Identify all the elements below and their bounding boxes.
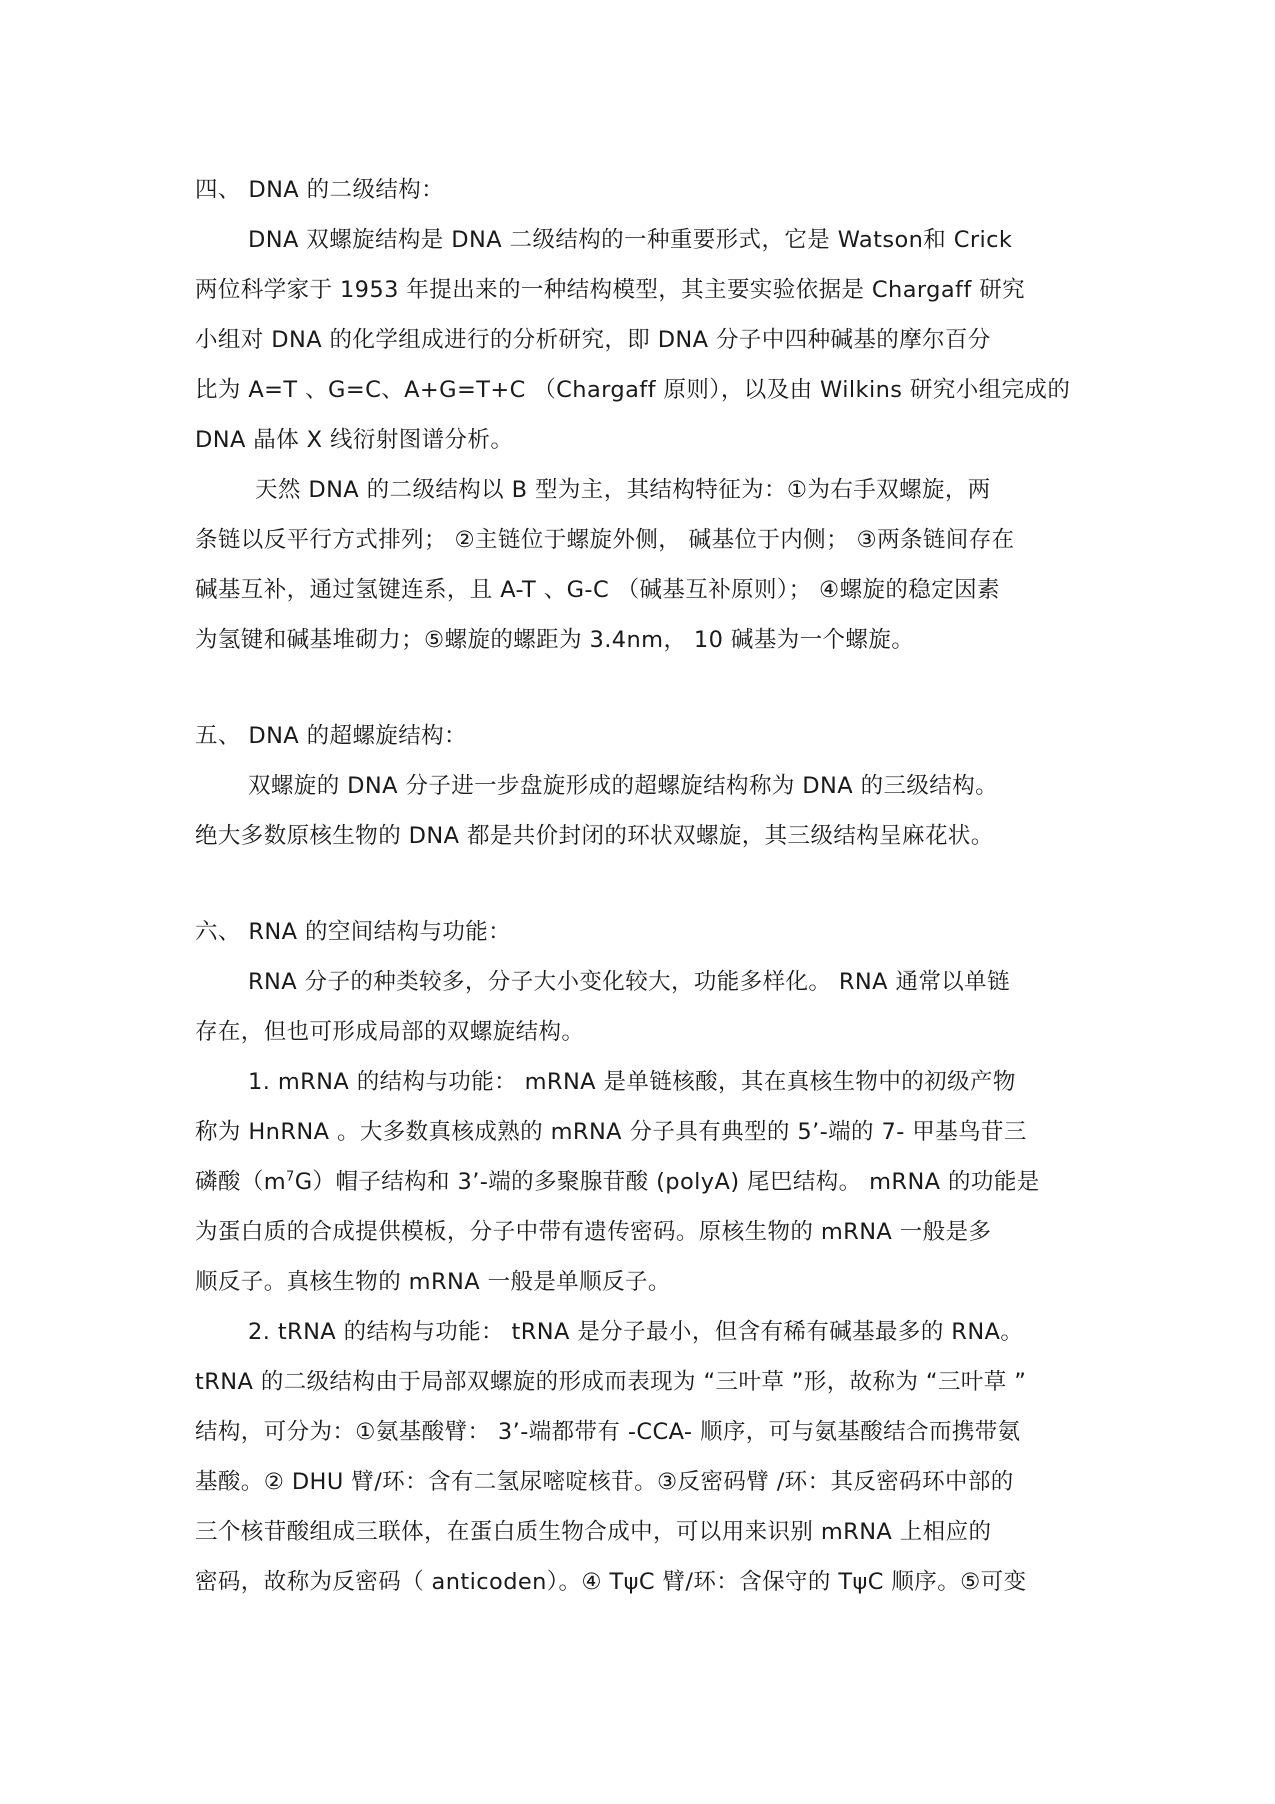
paragraph-line: 称为 HnRNA 。大多数真核成熟的 mRNA 分子具有典型的 5’-端的 7- 甲基鸟苷三 [195,1119,1027,1145]
paragraph-line: 两位科学家于 1953 年提出来的一种结构模型，其主要实验依据是 Chargaff 研究 [195,277,1025,303]
section-heading-rna-structure: 六、 RNA 的空间结构与功能： [195,919,512,945]
paragraph-line: DNA 晶体 X 线衍射图谱分析。 [195,427,514,453]
paragraph-line: 三个核苷酸组成三联体，在蛋白质生物合成中，可以用来识别 mRNA 上相应的 [195,1519,992,1545]
section-heading-dna-supercoil: 五、 DNA 的超螺旋结构： [195,723,467,749]
paragraph-line: 2. tRNA 的结构与功能： tRNA 是分子最小，但含有稀有碱基最多的 RNA。 [248,1319,1024,1345]
text-run: G）帽子结构和 3’-端的多聚腺苷酸 (polyA) 尾巴结构。 mRNA 的功能是 [294,1169,1040,1195]
paragraph-line: 天然 DNA 的二级结构以 B 型为主，其结构特征为：①为右手双螺旋，两 [255,477,991,503]
paragraph-line: 为氢键和碱基堆砌力；⑤螺旋的螺距为 3.4nm， 10 碱基为一个螺旋。 [195,627,915,653]
paragraph-line: 基酸。② DHU 臂/环：含有二氢尿嘧啶核苷。③反密码臂 /环：其反密码环中部的 [195,1469,1014,1495]
section-gap [195,861,1090,907]
superscript: 7 [286,1169,295,1185]
paragraph-line: 条链以反平行方式排列； ②主链位于螺旋外侧， 碱基位于内侧； ③两条链间存在 [195,527,1015,553]
paragraph-line: 碱基互补，通过氢键连系，且 A-T 、G-C （碱基互补原则）； ④螺旋的稳定因素 [195,577,1000,603]
paragraph-line: 双螺旋的 DNA 分子进一步盘旋形成的超螺旋结构称为 DNA 的三级结构。 [248,773,999,799]
paragraph-line: 存在，但也可形成局部的双螺旋结构。 [195,1019,585,1045]
section-heading-dna-secondary: 四、 DNA 的二级结构： [195,177,445,203]
paragraph-line: 比为 A=T 、G=C、A+G=T+C （Chargaff 原则），以及由 Wilkins 研究小组完成的 [195,377,1071,403]
paragraph-line: 绝大多数原核生物的 DNA 都是共价封闭的环状双螺旋，其三级结构呈麻花状。 [195,823,994,849]
paragraph-line: 1. mRNA 的结构与功能： mRNA 是单链核酸，其在真核生物中的初级产物 [248,1069,1016,1095]
paragraph-line: tRNA 的二级结构由于局部双螺旋的形成而表现为 “三叶草 ”形，故称为 “三叶草 ” [195,1369,1027,1395]
document-page [195,165,1090,1607]
text-run: 磷酸（m [195,1169,287,1195]
paragraph-line: 结构，可分为：①氨基酸臂： 3’-端都带有 -CCA- 顺序，可与氨基酸结合而携带氨 [195,1419,1021,1445]
paragraph-line: 顺反子。真核生物的 mRNA 一般是单顺反子。 [195,1269,671,1295]
paragraph-line: 为蛋白质的合成提供模板，分子中带有遗传密码。原核生物的 mRNA 一般是多 [195,1219,992,1245]
section-gap [195,665,1090,711]
paragraph-line [195,1157,1090,1207]
paragraph-line: DNA 双螺旋结构是 DNA 二级结构的一种重要形式，它是 Watson和 Crick [248,227,1013,253]
paragraph-line: 小组对 DNA 的化学组成进行的分析研究，即 DNA 分子中四种碱基的摩尔百分 [195,327,991,353]
paragraph-line: RNA 分子的种类较多，分子大小变化较大，功能多样化。 RNA 通常以单链 [248,969,1010,995]
paragraph-line: 密码，故称为反密码（ anticoden）。④ TψC 臂/环：含保守的 TψC 顺序。⑤可变 [195,1569,1027,1595]
